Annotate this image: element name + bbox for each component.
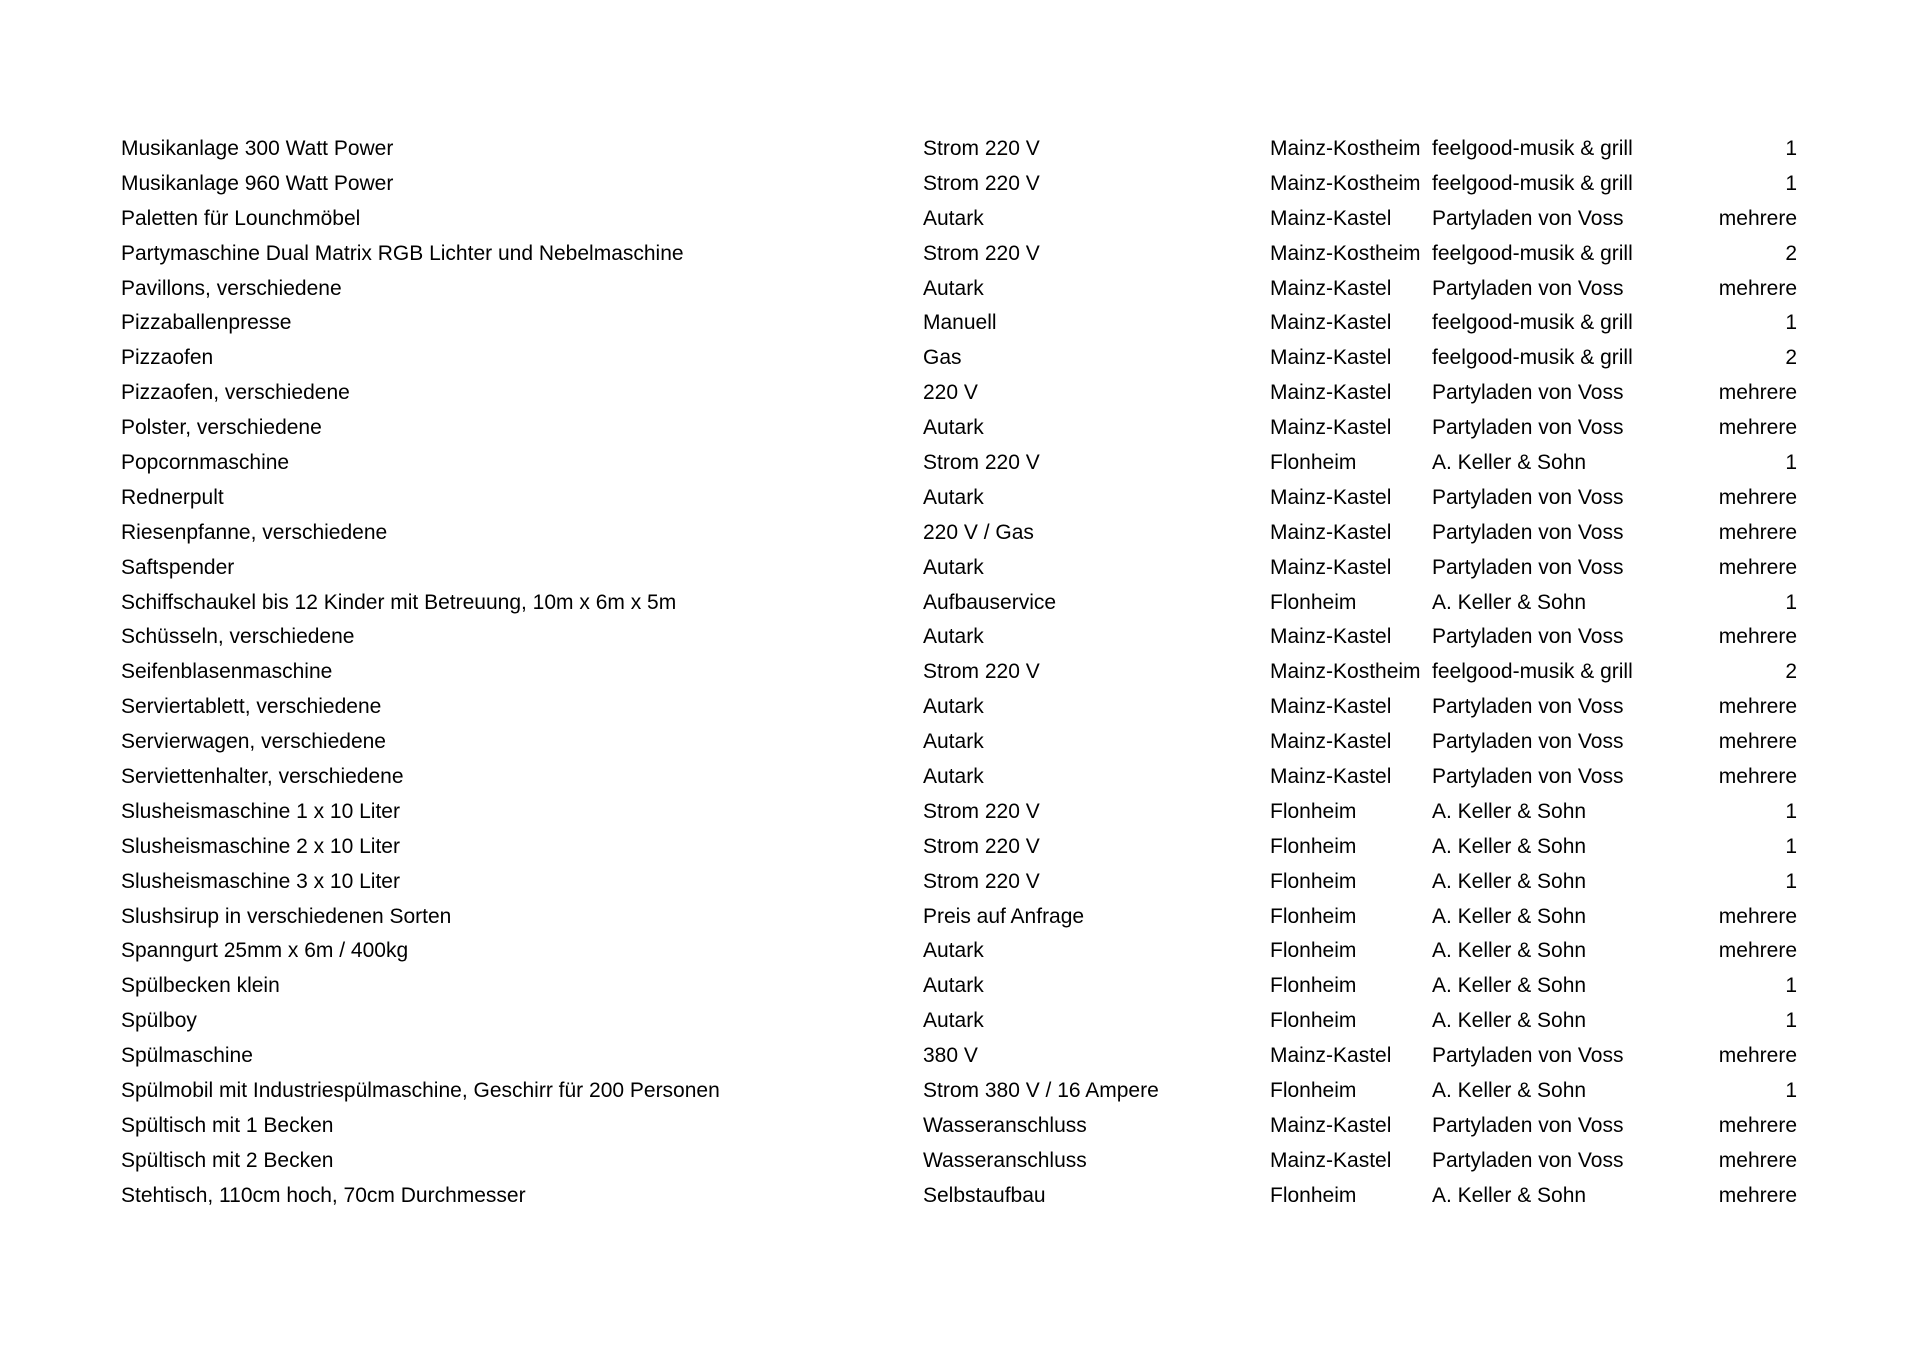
supplier-cell: Partyladen von Voss [1432, 765, 1624, 789]
item-name-cell: Schiffschaukel bis 12 Kinder mit Betreuung, 10m x 6m x 5m [121, 590, 677, 614]
item-name-cell: Partymaschine Dual Matrix RGB Lichter und Nebelmaschine [121, 241, 684, 265]
item-name-cell: Stehtisch, 110cm hoch, 70cm Durchmesser [121, 1183, 526, 1207]
power-requirement-cell: Strom 220 V [923, 241, 1040, 265]
table-row [0, 1004, 1920, 1039]
quantity-cell: mehrere [1718, 939, 1797, 963]
table-row [0, 690, 1920, 725]
table-row [0, 306, 1920, 341]
item-name-cell: Saftspender [121, 555, 235, 579]
quantity-cell: 1 [1785, 1009, 1797, 1033]
table-row [0, 1039, 1920, 1074]
location-cell: Flonheim [1270, 834, 1357, 858]
power-requirement-cell: Autark [923, 625, 984, 649]
location-cell: Flonheim [1270, 1079, 1357, 1103]
supplier-cell: feelgood-musik & grill [1432, 241, 1633, 265]
location-cell: Mainz-Kastel [1270, 276, 1392, 300]
location-cell: Flonheim [1270, 799, 1357, 823]
item-name-cell: Spültisch mit 1 Becken [121, 1113, 334, 1137]
supplier-cell: Partyladen von Voss [1432, 555, 1624, 579]
item-name-cell: Pizzaofen, verschiedene [121, 381, 350, 405]
table-row [0, 620, 1920, 655]
supplier-cell: feelgood-musik & grill [1432, 171, 1633, 195]
power-requirement-cell: Autark [923, 765, 984, 789]
item-name-cell: Pizzaofen [121, 346, 214, 370]
table-row [0, 1109, 1920, 1144]
supplier-cell: A. Keller & Sohn [1432, 590, 1587, 614]
quantity-cell: mehrere [1718, 485, 1797, 509]
location-cell: Mainz-Kastel [1270, 730, 1392, 754]
quantity-cell: 1 [1785, 171, 1797, 195]
quantity-cell: mehrere [1718, 1044, 1797, 1068]
power-requirement-cell: Strom 220 V [923, 834, 1040, 858]
location-cell: Mainz-Kastel [1270, 416, 1392, 440]
supplier-cell: feelgood-musik & grill [1432, 311, 1633, 335]
item-name-cell: Rednerpult [121, 485, 224, 509]
table-row [0, 865, 1920, 900]
supplier-cell: A. Keller & Sohn [1432, 939, 1587, 963]
power-requirement-cell: Selbstaufbau [923, 1183, 1046, 1207]
supplier-cell: Partyladen von Voss [1432, 520, 1624, 544]
item-name-cell: Paletten für Lounchmöbel [121, 206, 361, 230]
power-requirement-cell: Gas [923, 346, 962, 370]
quantity-cell: 2 [1785, 241, 1797, 265]
supplier-cell: A. Keller & Sohn [1432, 451, 1587, 475]
power-requirement-cell: Wasseranschluss [923, 1113, 1087, 1137]
table-row [0, 900, 1920, 935]
table-row [0, 551, 1920, 586]
location-cell: Mainz-Kastel [1270, 1148, 1392, 1172]
table-row [0, 586, 1920, 621]
location-cell: Mainz-Kastel [1270, 311, 1392, 335]
power-requirement-cell: Wasseranschluss [923, 1148, 1087, 1172]
quantity-cell: mehrere [1718, 904, 1797, 928]
power-requirement-cell: Autark [923, 695, 984, 719]
table-row [0, 132, 1920, 167]
location-cell: Mainz-Kastel [1270, 381, 1392, 405]
quantity-cell: mehrere [1718, 695, 1797, 719]
item-name-cell: Spülmobil mit Industriespülmaschine, Geschirr für 200 Personen [121, 1079, 720, 1103]
location-cell: Flonheim [1270, 1183, 1357, 1207]
quantity-cell: mehrere [1718, 416, 1797, 440]
quantity-cell: 1 [1785, 137, 1797, 160]
location-cell: Mainz-Kastel [1270, 625, 1392, 649]
location-cell: Mainz-Kostheim [1270, 241, 1421, 265]
table-row [0, 167, 1920, 202]
power-requirement-cell: Strom 220 V [923, 137, 1040, 160]
quantity-cell: mehrere [1718, 1148, 1797, 1172]
supplier-cell: Partyladen von Voss [1432, 1044, 1624, 1068]
item-name-cell: Musikanlage 960 Watt Power [121, 171, 394, 195]
supplier-cell: feelgood-musik & grill [1432, 660, 1633, 684]
location-cell: Flonheim [1270, 1009, 1357, 1033]
quantity-cell: mehrere [1718, 555, 1797, 579]
quantity-cell: mehrere [1718, 276, 1797, 300]
power-requirement-cell: 220 V / Gas [923, 520, 1034, 544]
quantity-cell: mehrere [1718, 625, 1797, 649]
power-requirement-cell: Autark [923, 974, 984, 998]
supplier-cell: Partyladen von Voss [1432, 416, 1624, 440]
location-cell: Mainz-Kastel [1270, 695, 1392, 719]
table-row [0, 760, 1920, 795]
quantity-cell: 1 [1785, 799, 1797, 823]
location-cell: Flonheim [1270, 904, 1357, 928]
power-requirement-cell: Autark [923, 939, 984, 963]
location-cell: Mainz-Kostheim [1270, 171, 1421, 195]
supplier-cell: Partyladen von Voss [1432, 695, 1624, 719]
location-cell: Flonheim [1270, 869, 1357, 893]
table-row [0, 1179, 1920, 1214]
supplier-cell: Partyladen von Voss [1432, 276, 1624, 300]
item-name-cell: Pavillons, verschiedene [121, 276, 342, 300]
item-name-cell: Musikanlage 300 Watt Power [121, 137, 394, 160]
item-name-cell: Seifenblasenmaschine [121, 660, 333, 684]
table-row [0, 725, 1920, 760]
power-requirement-cell: Autark [923, 485, 984, 509]
table-row [0, 516, 1920, 551]
table-row [0, 1074, 1920, 1109]
supplier-cell: Partyladen von Voss [1432, 625, 1624, 649]
supplier-cell: Partyladen von Voss [1432, 206, 1624, 230]
table-row [0, 481, 1920, 516]
supplier-cell: Partyladen von Voss [1432, 485, 1624, 509]
power-requirement-cell: Manuell [923, 311, 997, 335]
power-requirement-cell: Autark [923, 206, 984, 230]
quantity-cell: mehrere [1718, 381, 1797, 405]
table-row [0, 202, 1920, 237]
power-requirement-cell: Autark [923, 276, 984, 300]
location-cell: Mainz-Kostheim [1270, 660, 1421, 684]
supplier-cell: A. Keller & Sohn [1432, 1009, 1587, 1033]
power-requirement-cell: Autark [923, 730, 984, 754]
supplier-cell: A. Keller & Sohn [1432, 1183, 1587, 1207]
item-name-cell: Riesenpfanne, verschiedene [121, 520, 388, 544]
table-row [0, 934, 1920, 969]
supplier-cell: Partyladen von Voss [1432, 1113, 1624, 1137]
location-cell: Mainz-Kastel [1270, 206, 1392, 230]
supplier-cell: Partyladen von Voss [1432, 381, 1624, 405]
supplier-cell: feelgood-musik & grill [1432, 137, 1633, 160]
location-cell: Mainz-Kastel [1270, 765, 1392, 789]
quantity-cell: mehrere [1718, 765, 1797, 789]
location-cell: Mainz-Kastel [1270, 1044, 1392, 1068]
quantity-cell: mehrere [1718, 1113, 1797, 1137]
item-name-cell: Servierwagen, verschiedene [121, 730, 386, 754]
quantity-cell: 2 [1785, 660, 1797, 684]
quantity-cell: 2 [1785, 346, 1797, 370]
location-cell: Flonheim [1270, 590, 1357, 614]
location-cell: Mainz-Kastel [1270, 485, 1392, 509]
quantity-cell: mehrere [1718, 730, 1797, 754]
supplier-cell: Partyladen von Voss [1432, 730, 1624, 754]
quantity-cell: 1 [1785, 311, 1797, 335]
power-requirement-cell: Autark [923, 555, 984, 579]
supplier-cell: A. Keller & Sohn [1432, 974, 1587, 998]
item-name-cell: Spülmaschine [121, 1044, 253, 1068]
item-name-cell: Slusheismaschine 1 x 10 Liter [121, 799, 400, 823]
rental-items-table [0, 132, 1920, 1214]
item-name-cell: Polster, verschiedene [121, 416, 322, 440]
quantity-cell: mehrere [1718, 1183, 1797, 1207]
supplier-cell: A. Keller & Sohn [1432, 799, 1587, 823]
power-requirement-cell: Strom 220 V [923, 869, 1040, 893]
table-row [0, 272, 1920, 307]
location-cell: Flonheim [1270, 974, 1357, 998]
item-name-cell: Serviertablett, verschiedene [121, 695, 382, 719]
item-name-cell: Schüsseln, verschiedene [121, 625, 355, 649]
table-row [0, 969, 1920, 1004]
item-name-cell: Spültisch mit 2 Becken [121, 1148, 334, 1172]
power-requirement-cell: 380 V [923, 1044, 978, 1068]
location-cell: Flonheim [1270, 939, 1357, 963]
supplier-cell: A. Keller & Sohn [1432, 1079, 1587, 1103]
quantity-cell: mehrere [1718, 206, 1797, 230]
power-requirement-cell: Strom 220 V [923, 451, 1040, 475]
table-row [0, 446, 1920, 481]
power-requirement-cell: 220 V [923, 381, 978, 405]
quantity-cell: 1 [1785, 974, 1797, 998]
location-cell: Mainz-Kastel [1270, 346, 1392, 370]
table-row [0, 376, 1920, 411]
quantity-cell: mehrere [1718, 520, 1797, 544]
supplier-cell: feelgood-musik & grill [1432, 346, 1633, 370]
item-name-cell: Pizzaballenpresse [121, 311, 292, 335]
table-row [0, 655, 1920, 690]
item-name-cell: Popcornmaschine [121, 451, 290, 475]
location-cell: Flonheim [1270, 451, 1357, 475]
table-row [0, 795, 1920, 830]
table-row [0, 411, 1920, 446]
table-row [0, 341, 1920, 376]
item-name-cell: Slusheismaschine 2 x 10 Liter [121, 834, 400, 858]
item-name-cell: Slushsirup in verschiedenen Sorten [121, 904, 452, 928]
power-requirement-cell: Preis auf Anfrage [923, 904, 1085, 928]
quantity-cell: 1 [1785, 834, 1797, 858]
supplier-cell: Partyladen von Voss [1432, 1148, 1624, 1172]
location-cell: Mainz-Kastel [1270, 1113, 1392, 1137]
power-requirement-cell: Autark [923, 416, 984, 440]
item-name-cell: Slusheismaschine 3 x 10 Liter [121, 869, 400, 893]
location-cell: Mainz-Kastel [1270, 555, 1392, 579]
power-requirement-cell: Strom 220 V [923, 171, 1040, 195]
quantity-cell: 1 [1785, 590, 1797, 614]
item-name-cell: Spülboy [121, 1009, 197, 1033]
power-requirement-cell: Autark [923, 1009, 984, 1033]
item-name-cell: Serviettenhalter, verschiedene [121, 765, 404, 789]
power-requirement-cell: Strom 220 V [923, 799, 1040, 823]
location-cell: Mainz-Kastel [1270, 520, 1392, 544]
supplier-cell: A. Keller & Sohn [1432, 904, 1587, 928]
supplier-cell: A. Keller & Sohn [1432, 834, 1587, 858]
power-requirement-cell: Aufbauservice [923, 590, 1057, 614]
quantity-cell: 1 [1785, 1079, 1797, 1103]
table-row [0, 237, 1920, 272]
location-cell: Mainz-Kostheim [1270, 137, 1421, 160]
table-row [0, 1144, 1920, 1179]
quantity-cell: 1 [1785, 869, 1797, 893]
supplier-cell: A. Keller & Sohn [1432, 869, 1587, 893]
power-requirement-cell: Strom 220 V [923, 660, 1040, 684]
item-name-cell: Spülbecken klein [121, 974, 280, 998]
table-row [0, 830, 1920, 865]
power-requirement-cell: Strom 380 V / 16 Ampere [923, 1079, 1159, 1103]
quantity-cell: 1 [1785, 451, 1797, 475]
item-name-cell: Spanngurt 25mm x 6m / 400kg [121, 939, 409, 963]
